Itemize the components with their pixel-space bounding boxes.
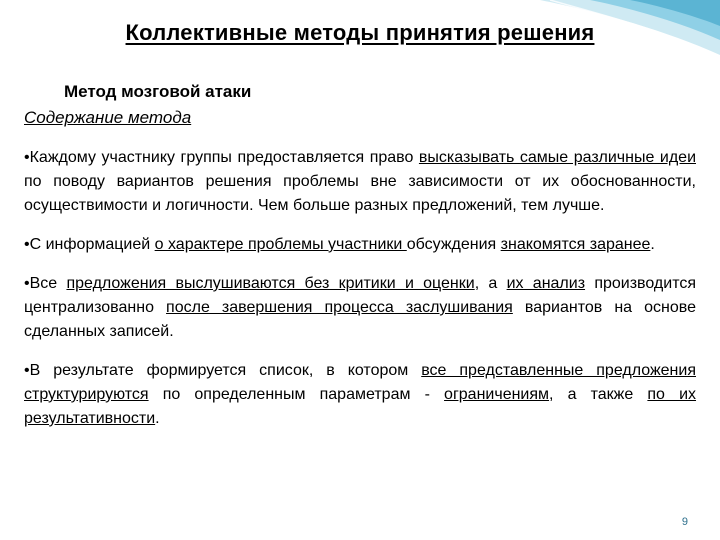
bullet-text: производится централизованно (24, 275, 697, 316)
bullet-text: Каждому участнику группы предоставляется право (29, 149, 419, 166)
bullet-text: В результате формируется список, в котором (29, 362, 422, 379)
bullet-emphasis-text: высказывать самые различные идеи (418, 149, 696, 166)
method-subtitle: Содержание метода (24, 108, 192, 127)
page-number: 9 (681, 516, 688, 528)
bullet-emphasis-text: все представленные предложения структурируются (24, 362, 696, 403)
bullet-text: . (650, 236, 655, 253)
bullet-text: Все (29, 275, 67, 292)
bullet-item (24, 146, 696, 218)
bullet-list (24, 146, 696, 446)
bullet-marker: • (24, 236, 30, 253)
bullet-text: по поводу вариантов решения проблемы вне зависимости от их обоснованности, осуществимости и логичности. Чем больше разных предложений, тем лучше. (24, 173, 696, 214)
bullet-emphasis-text: после завершения процесса заслушивания (166, 299, 513, 316)
method-title: Метод мозговой атаки (64, 82, 252, 101)
bullet-emphasis-text: их анализ (506, 275, 586, 292)
bullet-emphasis-text: ограничениям (444, 386, 550, 403)
bullet-text: , а (474, 275, 507, 292)
bullet-item (24, 359, 696, 431)
bullet-text: С информацией (29, 236, 155, 253)
bullet-item (24, 272, 696, 344)
bullet-text: обсуждения (406, 236, 501, 253)
bullet-marker: • (24, 149, 30, 166)
slide-title: Коллективные методы принятия решения (125, 20, 595, 45)
bullet-emphasis-text: предложения выслушиваются без критики и оценки (66, 275, 475, 292)
bullet-item (24, 233, 696, 257)
bullet-text: . (155, 410, 160, 427)
bullet-text: вариантов на основе сделанных записей. (24, 299, 696, 340)
bullet-emphasis-text: знакомятся заранее (500, 236, 651, 253)
bullet-marker: • (24, 362, 30, 379)
bullet-text: , а также (549, 386, 648, 403)
bullet-marker: • (24, 275, 30, 292)
bullet-emphasis-text: по их результативности (24, 386, 697, 427)
bullet-emphasis-text: о характере проблемы участники (154, 236, 407, 253)
bullet-text: по определенным параметрам - (148, 386, 445, 403)
